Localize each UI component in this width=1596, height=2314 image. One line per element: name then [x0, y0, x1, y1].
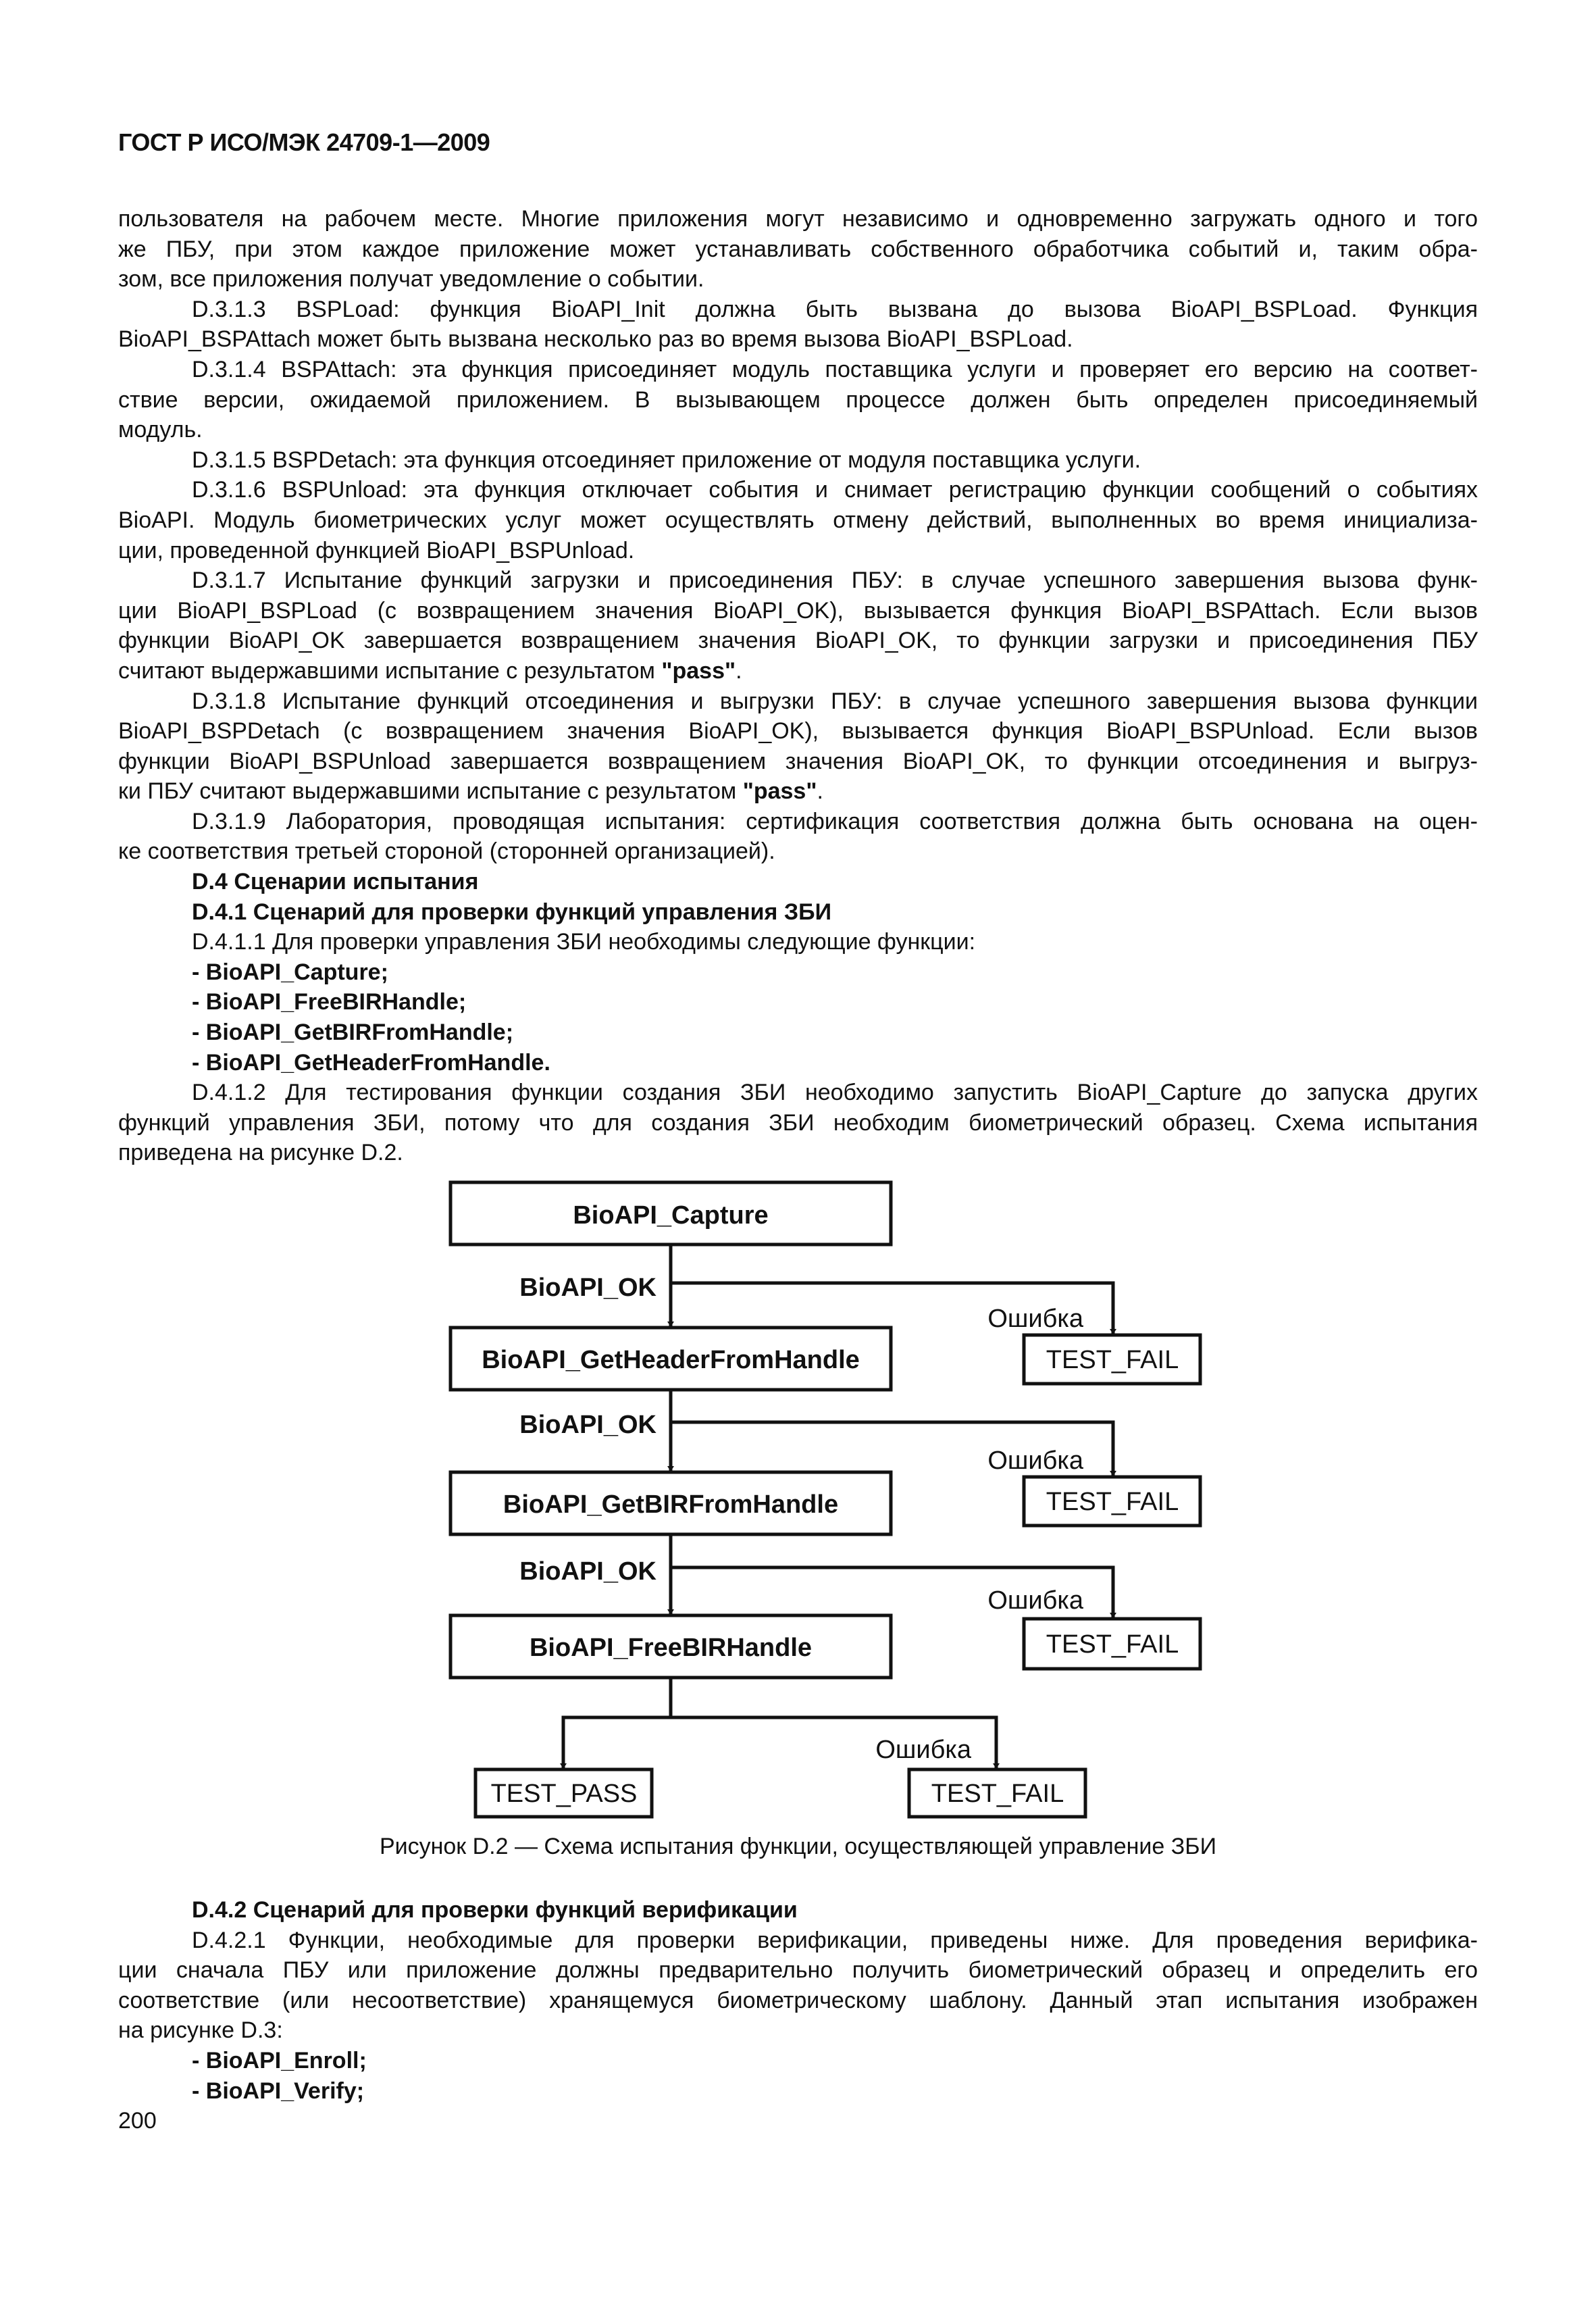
paragraph-line: D.3.1.8 Испытание функций отсоединения и выгрузки ПБУ: в случае успешного завершения вызова функции [192, 688, 1478, 714]
test-pass-label: TEST_PASS [490, 1780, 638, 1808]
paragraph-line: D.4.1.2 Для тестирования функции создания ЗБИ необходимо запустить BioAPI_Capture до запуска других [192, 1080, 1478, 1106]
paragraph-line: же ПБУ, при этом каждое приложение может устанавливать собственного обработчика событий и, таким обра- [118, 236, 1478, 262]
function-list-item: - BioAPI_FreeBIRHandle; [192, 989, 467, 1015]
paragraph-line: D.4.1.1 Для проверки управления ЗБИ необходимы следующие функции: [192, 929, 976, 955]
test-fail-label-1: TEST_FAIL [1046, 1346, 1179, 1374]
paragraph-line: D.3.1.3 BSPLoad: функция BioAPI_Init должна быть вызвана до вызова BioAPI_BSPLoad. Функция [192, 296, 1478, 322]
paragraph-line: BioAPI_BSPDetach (с возвращением значения BioAPI_OK), вызывается функция BioAPI_BSPUnload. Если вызов [118, 718, 1478, 745]
text-segment: . [736, 657, 742, 684]
paragraph-line: приведена на рисунке D.2. [118, 1140, 403, 1166]
error-label-1: Ошибка [987, 1305, 1083, 1333]
figure-caption: Рисунок D.2 — Схема испытания функции, осуществляющей управление ЗБИ [379, 1834, 1217, 1859]
function-list-item: - BioAPI_GetBIRFromHandle; [192, 1020, 514, 1046]
paragraph-line: функций управления ЗБИ, потому что для создания ЗБИ необходим биометрический образец. Схема испытания [118, 1109, 1478, 1136]
paragraph-line: D.3.1.5 BSPDetach: эта функция отсоединяет приложение от модуля поставщика услуги. [192, 447, 1141, 473]
page-number: 200 [118, 2108, 157, 2134]
section-heading: D.4.2 Сценарий для проверки функций верификации [192, 1897, 798, 1923]
body-text-lower [118, 1895, 1478, 2106]
box-label-freebir: BioAPI_FreeBIRHandle [529, 1634, 813, 1662]
function-list-item: - BioAPI_Verify; [192, 2078, 365, 2104]
box-label-getbir: BioAPI_GetBIRFromHandle [503, 1490, 839, 1519]
paragraph-line: зом, все приложения получат уведомление о событии. [118, 266, 704, 293]
text-segment: . [817, 778, 823, 805]
text-segment: считают выдержавшими испытание с результатом [118, 657, 662, 684]
error-label-4: Ошибка [875, 1736, 971, 1764]
paragraph-line: пользователя на рабочем месте. Многие приложения могут независимо и одновременно загружать одного и того [118, 206, 1478, 232]
bold-result-text: "pass" [742, 778, 817, 805]
test-fail-label-4: TEST_FAIL [931, 1780, 1064, 1808]
paragraph-line: D.3.1.6 BSPUnload: эта функция отключает события и снимает регистрацию функции сообщений о событиях [192, 477, 1478, 503]
paragraph-line: ции, проведенной функцией BioAPI_BSPUnload. [118, 537, 635, 563]
bold-result-text: "pass" [661, 657, 736, 684]
paragraph-line: соответствие (или несоответствие) хранящемуся биометрическому шаблону. Данный этап испытания изображен [118, 1987, 1478, 2013]
paragraph-line: модуль. [118, 417, 203, 443]
ok-label-2: BioAPI_OK [519, 1411, 657, 1439]
test-fail-label-3: TEST_FAIL [1046, 1630, 1179, 1659]
paragraph-line: функции BioAPI_BSPUnload завершается возвращением значения BioAPI_OK, то функции отсоединения и выгруз- [118, 748, 1478, 774]
paragraph-line: D.3.1.7 Испытание функций загрузки и присоединения ПБУ: в случае успешного завершения вызова функ- [192, 568, 1478, 594]
error-label-3: Ошибка [987, 1586, 1083, 1615]
paragraph-line: ции BioAPI_BSPLoad (с возвращением значения BioAPI_OK), вызывается функция BioAPI_BSPAttach. Если вызов [118, 597, 1478, 624]
ok-label-3: BioAPI_OK [519, 1557, 657, 1586]
function-list-item: - BioAPI_Capture; [192, 959, 388, 985]
function-list-item: - BioAPI_GetHeaderFromHandle. [192, 1049, 550, 1076]
error-label-2: Ошибка [987, 1447, 1083, 1475]
paragraph-line: ке соответствия третьей стороной (сторонней организацией). [118, 838, 775, 865]
section-heading: D.4 Сценарии испытания [192, 869, 479, 895]
test-fail-label-2: TEST_FAIL [1046, 1488, 1179, 1516]
text-segment: ки ПБУ считают выдержавшими испытание с результатом [118, 778, 743, 805]
paragraph-line: ствие версии, ожидаемой приложением. В вызывающем процессе должен быть определен присоединяемый [118, 386, 1478, 413]
paragraph-line: BioAPI. Модуль биометрических услуг может осуществлять отмену действий, выполненных во время инициализа- [118, 507, 1478, 533]
ok-label-1: BioAPI_OK [519, 1274, 657, 1302]
paragraph-line: ции сначала ПБУ или приложение должны предварительно получить биометрический образец и определить его [118, 1957, 1478, 1984]
paragraph-line: D.4.2.1 Функции, необходимые для проверки верификации, приведены ниже. Для проведения верифика- [192, 1927, 1478, 1953]
paragraph-line: на рисунке D.3: [118, 2017, 283, 2044]
box-label-getheader: BioAPI_GetHeaderFromHandle [482, 1346, 860, 1374]
paragraph-line: D.3.1.4 BSPAttach: эта функция присоединяет модуль поставщика услуги и проверяет его версию на соответ- [192, 356, 1478, 382]
paragraph-line: функции BioAPI_OK завершается возвращением значения BioAPI_OK, то функции загрузки и присоединения ПБУ [118, 628, 1478, 654]
function-list-item: - BioAPI_Enroll; [192, 2047, 367, 2073]
document-header: ГОСТ Р ИСО/МЭК 24709-1—2009 [118, 128, 490, 156]
paragraph-line: D.3.1.9 Лаборатория, проводящая испытания: сертификация соответствия должна быть основана на оцен- [192, 808, 1478, 834]
section-heading: D.4.1 Сценарий для проверки функций управления ЗБИ [192, 899, 832, 925]
box-label-capture: BioAPI_Capture [573, 1201, 769, 1230]
paragraph-line: BioAPI_BSPAttach может быть вызвана несколько раз во время вызова BioAPI_BSPLoad. [118, 326, 1073, 353]
